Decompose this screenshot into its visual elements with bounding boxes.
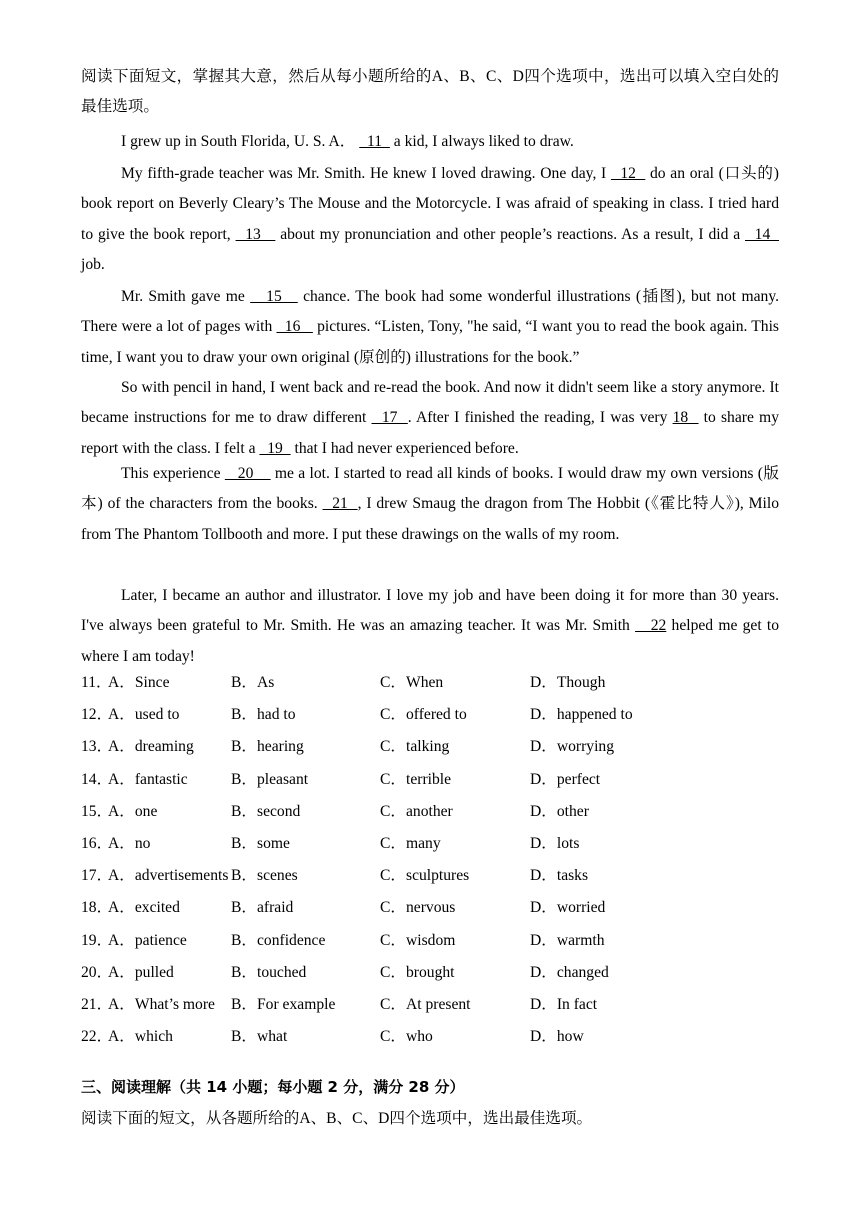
option-d: D．worrying xyxy=(530,738,615,756)
option-d: D．In fact xyxy=(530,996,598,1013)
option-c: C．talking xyxy=(380,738,450,756)
option-c: C．wisdom xyxy=(380,931,456,949)
option-a: A．pulled xyxy=(108,963,174,981)
passage-text: So with pencil in hand, I went back and re-read the book. And now it didn't seem like a story anymore. It became instructions for me to draw different xyxy=(81,379,779,427)
blank-17: 17 xyxy=(371,409,408,427)
option-d: D．tasks xyxy=(530,867,589,885)
option-d: D．changed xyxy=(530,963,609,981)
option-row xyxy=(81,929,779,953)
option-d: D．other xyxy=(530,802,589,820)
question-number: 14． xyxy=(81,770,113,788)
option-row xyxy=(81,961,779,985)
passage-text: to share my report with the class. I felt a xyxy=(81,409,779,457)
question-number: 17． xyxy=(81,867,113,885)
option-b: B．had to xyxy=(231,706,296,724)
option-c: C．many xyxy=(380,835,441,852)
blank-18: 18 xyxy=(672,409,699,427)
option-c: C．who xyxy=(380,1028,433,1046)
passage-text: job. xyxy=(81,255,105,273)
question-number: 21． xyxy=(81,996,113,1013)
passage-text: I grew up in South Florida, U. S. A． xyxy=(121,133,360,150)
option-row xyxy=(81,671,779,695)
passage-text: . After I finished the reading, I was very xyxy=(407,409,673,427)
passage-text: about my pronunciation and other people’s reactions. As a result, I did a xyxy=(275,225,745,243)
option-b: B．second xyxy=(231,802,301,820)
option-a: A．patience xyxy=(108,931,187,949)
option-c: C．terrible xyxy=(380,770,452,788)
blank-21: 21 xyxy=(322,495,358,513)
option-d: D．happened to xyxy=(530,706,633,724)
option-b: B．touched xyxy=(231,963,307,981)
option-d: D．lots xyxy=(530,835,580,852)
option-row xyxy=(81,993,779,1017)
question-number: 11． xyxy=(81,674,112,691)
passage-text: helped me get to where I am today! xyxy=(81,617,779,665)
option-a: A．used to xyxy=(108,706,180,724)
passage-paragraph-2 xyxy=(81,159,779,280)
blank-19: 19 xyxy=(259,439,291,457)
section-instructions: 阅读下面的短文，从各题所给的A、B、C、D四个选项中，选出最佳选项。 xyxy=(81,1110,593,1127)
option-c: C．brought xyxy=(380,963,455,981)
option-row xyxy=(81,800,779,824)
passage-text: chance. The book had some wonderful illustrations (插图), but not many. There were a lot of pages with xyxy=(81,288,780,336)
passage-text: do an oral (口头的) book report on Beverly Cleary’s The Mouse and the Motorcycle. I was afraid of speaking in class. I tried hard to give the book report, xyxy=(81,165,779,243)
passage-text: a kid, I always liked to draw. xyxy=(389,133,574,150)
option-b: B．pleasant xyxy=(231,770,309,788)
option-a: A．fantastic xyxy=(108,770,188,788)
option-c: C．When xyxy=(380,674,444,691)
option-row xyxy=(81,864,779,888)
option-d: D．how xyxy=(530,1028,584,1046)
question-number: 22． xyxy=(81,1028,113,1046)
option-a: A．no xyxy=(108,835,151,852)
passage-paragraph-3 xyxy=(81,282,779,373)
question-number: 12． xyxy=(81,706,113,724)
blank-11: 11 xyxy=(359,133,390,150)
passage-text: Later, I became an author and illustrator. I love my job and have been doing it for more than 30 years. I've always been grateful to Mr. Smith. He was an amazing teacher. It was Mr. Smith xyxy=(81,587,779,635)
option-row xyxy=(81,703,779,727)
option-b: B．afraid xyxy=(231,899,294,917)
blank-13: 13 xyxy=(235,225,276,243)
passage-text: My fifth-grade teacher was Mr. Smith. He knew I loved drawing. One day, I xyxy=(121,165,611,182)
passage-paragraph-4 xyxy=(81,373,779,464)
blank-16: 16 xyxy=(276,318,313,336)
option-row xyxy=(81,1025,779,1049)
option-a: A．excited xyxy=(108,899,180,917)
question-number: 18． xyxy=(81,899,113,917)
option-b: B．what xyxy=(231,1028,288,1046)
passage-text: This experience xyxy=(121,465,225,482)
passage-paragraph-5 xyxy=(81,459,779,550)
option-a: A．advertisements xyxy=(108,867,229,885)
option-b: B．As xyxy=(231,674,275,691)
option-b: B．For example xyxy=(231,996,336,1013)
option-a: A．Since xyxy=(108,674,170,691)
option-b: B．confidence xyxy=(231,931,326,949)
blank-15: 15 xyxy=(250,288,298,305)
option-c: C．offered to xyxy=(380,706,467,724)
option-b: B．hearing xyxy=(231,738,304,756)
question-number: 20． xyxy=(81,963,113,981)
passage-text: Mr. Smith gave me xyxy=(121,288,251,305)
passage-paragraph-1 xyxy=(81,127,779,157)
option-d: D．perfect xyxy=(530,770,601,788)
option-row xyxy=(81,735,779,759)
passage-text: me a lot. I started to read all kinds of books. I would draw my own versions (版本) of the characters from the books. xyxy=(81,465,779,513)
option-d: D．worried xyxy=(530,899,606,917)
blank-20: 20 xyxy=(224,465,271,482)
option-c: C．At present xyxy=(380,996,471,1013)
option-a: A．one xyxy=(108,802,158,820)
option-a: A．What’s more xyxy=(108,996,215,1013)
option-a: A．dreaming xyxy=(108,738,194,756)
question-number: 16． xyxy=(81,835,113,852)
option-c: C．sculptures xyxy=(380,867,470,885)
question-number: 15． xyxy=(81,802,113,820)
passage-text: that I had never experienced before. xyxy=(290,439,519,457)
option-d: D．warmth xyxy=(530,931,605,949)
option-b: B．some xyxy=(231,835,290,852)
passage-paragraph-6 xyxy=(81,581,779,672)
option-b: B．scenes xyxy=(231,867,298,885)
cloze-instructions: 阅读下面短文，掌握其大意，然后从每小题所给的A、B、C、D四个选项中，选出可以填入空白处的最佳选项。 xyxy=(81,68,779,116)
passage-text: , I drew Smaug the dragon from The Hobbit (《霍比特人》), Milo from The Phantom Tollbooth and more. I put these drawings on the walls of my room. xyxy=(81,495,780,543)
option-c: C．nervous xyxy=(380,899,456,917)
question-number: 19． xyxy=(81,931,113,949)
blank-22: 22 xyxy=(635,617,667,635)
option-row xyxy=(81,768,779,792)
question-number: 13． xyxy=(81,738,113,756)
option-c: C．another xyxy=(380,802,453,820)
passage-text: pictures. “Listen, Tony, "he said, “I want you to read the book again. This time, I want you to draw your own original (原创的) illustrations for the book.” xyxy=(81,318,780,366)
option-d: D．Though xyxy=(530,674,606,691)
option-a: A．which xyxy=(108,1028,173,1046)
option-row xyxy=(81,832,779,856)
option-row xyxy=(81,896,779,920)
blank-12: 12 xyxy=(610,165,646,182)
section-heading: 三、阅读理解（共 14 小题；每小题 2 分，满分 28 分） xyxy=(81,1078,465,1096)
blank-14: 14 xyxy=(745,225,780,243)
